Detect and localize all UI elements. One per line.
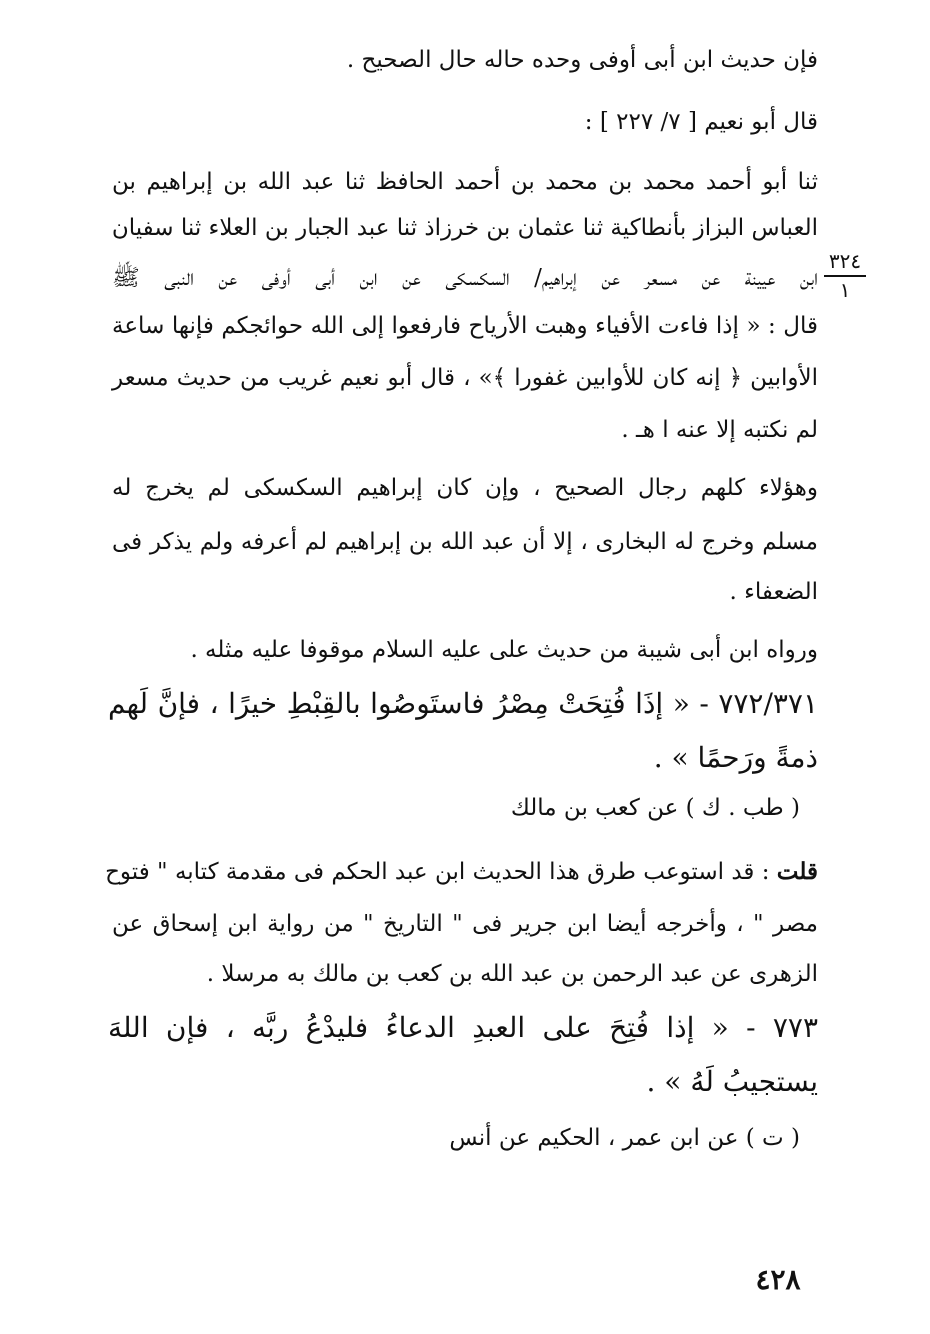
text-line: الأوابين ﴿ إنه كان للأوابين غفورا ﴾» ، قال أبو نعيم غريب من حديث مسعر (112, 365, 818, 391)
text-line: العباس البزاز بأنطاكية ثنا عثمان بن خرزاذ ثنا عبد الجبار بن العلاء ثنا سفيان (111, 215, 818, 241)
margin-reference (820, 250, 870, 301)
margin-page-number: ٣٢٤ (828, 249, 862, 273)
text-line: وهؤلاء كلهم رجال الصحيح ، وإن كان إبراهيم السكسكى لم يخرج له (112, 475, 818, 501)
text-line: مصر " ، وأخرجه أيضا ابن جرير فى " التاريخ " من رواية ابن إسحاق عن (112, 911, 818, 937)
hadith-line: ٧٧٢/٣٧١ - « إذَا فُتِحَتْ مِصْرُ فاستَوصُوا بالقِبْطِ خيرًا ، فإنَّ لَهم (108, 687, 818, 720)
text-line: مسلم وخرج له البخارى ، إلا أن عبد الله بن إبراهيم لم أعرفه ولم يذكر فى (112, 529, 818, 555)
qultu-label: قلت (776, 858, 818, 885)
source-line: ( طب . ك ) عن كعب بن مالك (510, 795, 800, 821)
margin-volume-number: ١ (839, 278, 851, 302)
page-number: ٤٢٨ (755, 1263, 801, 1296)
text-line: لم نكتبه إلا عنه ا هـ . (621, 417, 818, 443)
hadith-line: يستجيبُ لَهُ » . (646, 1065, 818, 1098)
text-line: ثنا أبو أحمد محمد بن محمد بن أحمد الحافظ ثنا عبد الله بن إبراهيم بن (112, 169, 818, 195)
text-line: قال أبو نعيم [ ٧/ ٢٢٧ ] : (584, 109, 818, 135)
text-line: الزهرى عن عبد الرحمن بن عبد الله بن كعب بن مالك به مرسلا . (206, 961, 818, 987)
text-line: ابن عيينة عن مسعر عن إبراهيم/ السكسكى عن ابن أبى أوفى عن النبى ﷺ (112, 265, 818, 291)
hadith-line: ٧٧٣ - « إذا فُتِحَ على العبدِ الدعاءُ فليدْعُ ربَّه ، فإن اللهَ (108, 1011, 818, 1044)
text-line: قال : « إذا فاءت الأفياء وهبت الأرياح فارفعوا إلى الله حوائجكم فإنها ساعة (112, 313, 818, 339)
text-line (105, 856, 818, 888)
text-line: ورواه ابن أبى شيبة من حديث على عليه السلام موقوفا عليه مثله . (190, 637, 818, 663)
margin-rule (824, 275, 866, 277)
hadith-line: ذمةً ورَحمًا » . (653, 741, 818, 774)
text-line: الضعفاء . (729, 579, 818, 605)
text-line: فإن حديث ابن أبى أوفى وحده حاله حال الصحيح . (346, 47, 818, 73)
source-line: ( ت ) عن ابن عمر ، الحكيم عن أنس (449, 1125, 800, 1151)
text-span: : قد استوعب طرق هذا الحديث ابن عبد الحكم فى مقدمة كتابه " فتوح (105, 859, 770, 885)
